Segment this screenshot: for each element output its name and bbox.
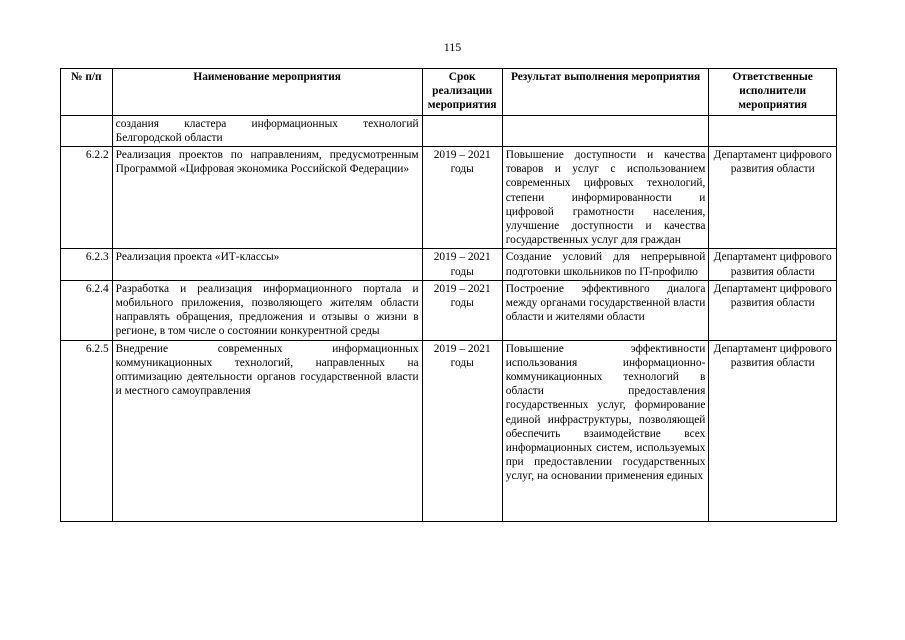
cell-result: Повышение доступности и качества товаров и услуг с использованием современных цифровых технологий, степени информированности и цифровой грамотности населения, улучшение доступности и качества государственных услуг для граждан [502, 147, 709, 249]
cell-result [502, 115, 709, 146]
measures-table [60, 68, 837, 522]
cell-num: 6.2.2 [61, 147, 113, 249]
cell-name: Реализация проектов по направлениям, предусмотренным Программой «Цифровая экономика Российской Федерации» [112, 147, 422, 249]
cell-result [502, 340, 709, 521]
cell-name: Внедрение современных информационных коммуникационных технологий, направленных на оптимизацию деятельности органов государственной власти и местного самоуправления [112, 340, 422, 521]
cell-responsible [709, 115, 837, 146]
header-num: № п/п [61, 69, 113, 116]
header-term: Срок реализации мероприятия [422, 69, 502, 116]
header-name: Наименование мероприятия [112, 69, 422, 116]
page-number: 115 [443, 40, 462, 54]
cell-num: 6.2.5 [61, 340, 113, 521]
table-row [61, 147, 837, 249]
cell-num: 6.2.3 [61, 249, 113, 280]
cell-term: 2019 – 2021 годы [422, 340, 502, 521]
cell-num [61, 115, 113, 146]
cell-responsible: Департамент цифрового развития области [709, 249, 837, 280]
table-row [61, 340, 837, 521]
cell-responsible: Департамент цифрового развития области [709, 340, 837, 521]
cell-num: 6.2.4 [61, 280, 113, 340]
header-responsible: Ответственные исполнители мероприятия [709, 69, 837, 116]
cell-result: Создание условий для непрерывной подготовки школьников по IT-профилю [502, 249, 709, 280]
header-result: Результат выполнения мероприятия [502, 69, 709, 116]
cell-responsible: Департамент цифрового развития области [709, 280, 837, 340]
cell-term: 2019 – 2021 годы [422, 280, 502, 340]
cell-name: Реализация проекта «ИТ-классы» [112, 249, 422, 280]
cell-name: Разработка и реализация информационного портала и мобильного приложения, позволяющего жителям области направлять обращения, предложения и отзывы о жизни в регионе, в том числе о состоянии конкурентной среды [112, 280, 422, 340]
table-row-continuation [61, 115, 837, 146]
cell-responsible: Департамент цифрового развития области [709, 147, 837, 249]
table-row [61, 280, 837, 340]
table-header-row [61, 69, 837, 116]
result-text: Повышение эффективности использования информационно-коммуникационных технологий в области предоставления государственных услуг, формирование единой инфраструктуры, позволяющей обеспечить взаимодействие всех информационных систем, используемых при предоставлении государственных услуг, на основании применения единых [505, 342, 706, 483]
cell-result: Построение эффективного диалога между органами государственной власти области и жителями области [502, 280, 709, 340]
cell-term [422, 115, 502, 146]
cell-name: создания кластера информационных технологий Белгородской области [112, 115, 422, 146]
cell-term: 2019 – 2021 годы [422, 147, 502, 249]
table-row [61, 249, 837, 280]
cell-term: 2019 – 2021 годы [422, 249, 502, 280]
